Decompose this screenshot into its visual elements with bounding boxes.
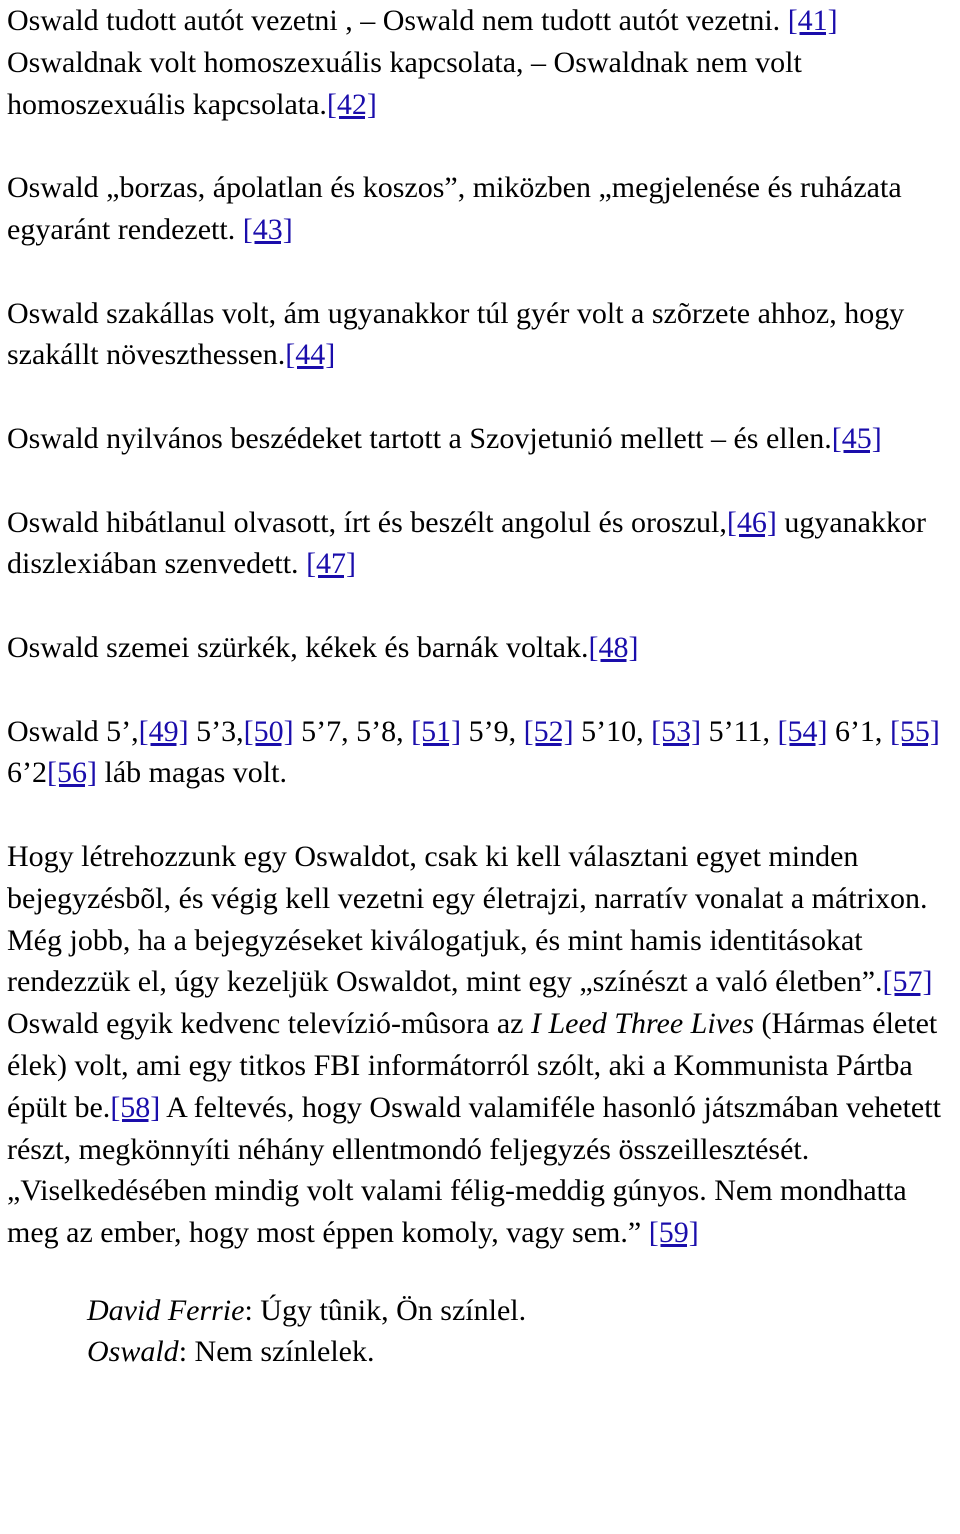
para-text: 5’10, [573, 714, 652, 748]
para-text: Oswald tudott autót vezetni , – Oswald nem tudott autót vezetni. [7, 4, 788, 37]
footnote-link-52[interactable]: [52] [523, 714, 574, 748]
tv-show-title: I Leed Three Lives [530, 1007, 754, 1041]
para-text: Oswald szemei szürkék, kékek és barnák voltak. [7, 630, 589, 664]
footnote-link-47[interactable]: [47] [306, 547, 357, 581]
para-text: 5’9, [461, 714, 524, 748]
dialogue-text: : Nem színlelek. [178, 1334, 375, 1368]
para-text: Oswald szakállas volt, ám ugyanakkor túl gyér volt a szõrzete ahhoz, hogy szakállt növeszthessen. [7, 296, 905, 372]
para-text: A feltevés, hogy Oswald valamiféle hasonló játszmában vehetett részt, megkönnyíti néhány ellentmondó feljegyzés összeillesztését. „Viselkedésében mindig volt valami félig-meddig gúnyos. Nem mondhatta meg az ember, hogy most éppen komoly, vagy sem.” [7, 1090, 941, 1250]
footnote-link-46[interactable]: [46] [726, 505, 777, 539]
paragraph-speeches [7, 418, 956, 460]
dialogue-line [87, 1290, 956, 1331]
speaker-name: Oswald [87, 1334, 179, 1368]
dialogue-quote [87, 1290, 956, 1372]
footnote-link-43[interactable]: [43] [242, 212, 293, 246]
para-text: Oswaldnak volt homoszexuális kapcsolata, – Oswaldnak nem volt homoszexuális kapcsolata. [7, 45, 802, 121]
para-text: (Hármas életet élek) volt, ami egy titkos FBI informátorról szólt, aki a Kommunista Pártba épült be. [7, 1007, 938, 1124]
para-text: ugyanakkor diszlexiában szenvedett. [7, 505, 926, 581]
para-text: 5’3, [188, 714, 244, 748]
paragraph-eyes [7, 627, 956, 669]
footnote-link-49[interactable]: [49] [138, 714, 189, 748]
paragraph-height [7, 711, 956, 795]
dialogue-text: : Úgy tûnik, Ön színlel. [244, 1293, 527, 1327]
para-text: Oswald „borzas, ápolatlan és koszos”, miközben „megjelenése és ruházata egyaránt rendezett. [7, 171, 902, 246]
footnote-link-58[interactable]: [58] [110, 1090, 161, 1124]
para-text: 5’7, 5’8, [293, 714, 412, 748]
footnote-link-45[interactable]: [45] [831, 421, 882, 455]
para-text: Oswald hibátlanul olvasott, írt és beszélt angolul és oroszul, [7, 505, 727, 539]
para-text: 6’2 [7, 756, 47, 790]
para-text: láb magas volt. [96, 756, 287, 790]
para-text: Oswald nyilvános beszédeket tartott a Szovjetunió mellett – és ellen. [7, 421, 832, 455]
paragraph-identity [7, 836, 956, 1254]
dialogue-line [87, 1331, 956, 1372]
footnote-link-57[interactable]: [57] [882, 965, 933, 999]
paragraph-beard [7, 293, 956, 377]
para-text: Oswald 5’, [7, 714, 139, 748]
paragraph-appearance [7, 167, 956, 251]
para-text: 5’11, [701, 714, 778, 748]
footnote-link-53[interactable]: [53] [651, 714, 702, 748]
footnote-link-55[interactable]: [55] [889, 714, 940, 748]
para-text: Oswald egyik kedvenc televízió-mûsora az [7, 1007, 531, 1041]
speaker-name: David Ferrie [87, 1293, 245, 1327]
footnote-link-42[interactable]: [42] [326, 87, 377, 121]
para-text: 6’1, [827, 714, 890, 748]
footnote-link-51[interactable]: [51] [411, 714, 462, 748]
footnote-link-44[interactable]: [44] [285, 338, 336, 372]
footnote-link-54[interactable]: [54] [777, 714, 828, 748]
paragraph-contradictions-1 [7, 0, 956, 125]
para-text: Hogy létrehozzunk egy Oswaldot, csak ki kell választani egyet minden bejegyzésbõl, és végig kell vezetni egy életrajzi, narratív vonalat a mátrixon. Még jobb, ha a bejegyzéseket kiválogatjuk, és mint hamis identitásokat rendezzük el, úgy kezeljük Oswaldot, mint egy „színészt a való életben”. [7, 839, 928, 999]
footnote-link-50[interactable]: [50] [243, 714, 294, 748]
footnote-link-48[interactable]: [48] [588, 630, 639, 664]
footnote-link-41[interactable]: [41] [787, 4, 838, 37]
paragraph-languages [7, 502, 956, 586]
footnote-link-56[interactable]: [56] [47, 756, 97, 790]
footnote-link-59[interactable]: [59] [648, 1216, 699, 1250]
